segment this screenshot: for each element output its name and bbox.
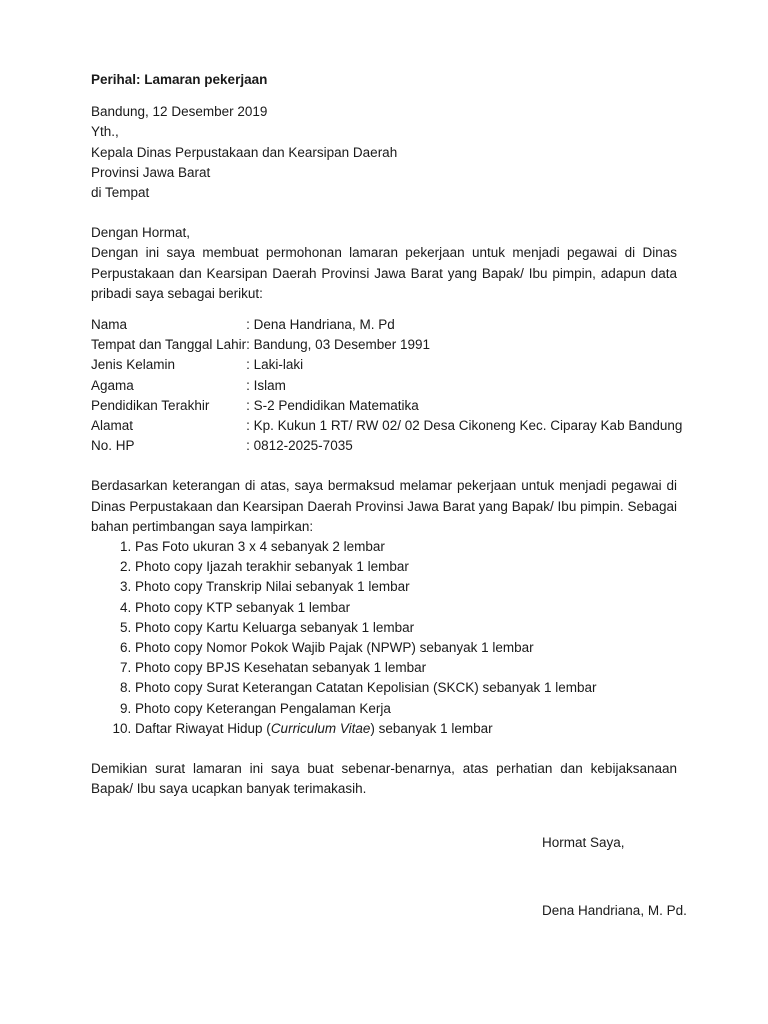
field-label: Alamat [91,418,134,434]
personal-data-table [91,315,682,456]
field-value: : Bandung, 03 Desember 1991 [246,337,431,353]
table-row [91,396,682,416]
greeting: Dengan Hormat, [91,225,191,241]
field-label: Nama [91,317,128,333]
list-item-text: Daftar Riwayat Hidup ( [135,720,271,736]
intro-paragraph: Dengan ini saya membuat permohonan lamaran pekerjaan untuk menjadi pegawai di Dinas Perpustakaan dan Kearsipan Daerah Provinsi Jawa Barat yang Bapak/ Ibu pimpin, adapun data pribadi saya sebagai berikut: [91,245,677,301]
list-item: 6. Photo copy Nomor Pokok Wajib Pajak (NPWP) sebanyak 1 lembar [135,638,677,658]
table-row [91,335,682,355]
recipient-line: Provinsi Jawa Barat [91,164,211,180]
list-item: 3. Photo copy Transkrip Nilai sebanyak 1 lembar [135,577,677,597]
body-paragraph: Berdasarkan keterangan di atas, saya bermaksud melamar pekerjaan untuk menjadi pegawai di Dinas Perpustakaan dan Kearsipan Daerah Provinsi Jawa Barat yang Bapak/ Ibu pimpin. Sebagai bahan pertimbangan saya lampirkan: [91,478,677,534]
table-row [91,355,682,375]
spacer [91,203,677,223]
field-value: : Kp. Kukun 1 RT/ RW 02/ 02 Desa Cikoneng Kec. Ciparay Kab Bandung [246,418,683,434]
list-item: 9. Photo copy Keterangan Pengalaman Kerja [135,699,677,719]
field-label: Tempat dan Tanggal Lahir [91,337,247,353]
field-value: : Laki-laki [246,357,304,373]
list-item: 5. Photo copy Kartu Keluarga sebanyak 1 lembar [135,618,677,638]
letter-subject: Perihal: Lamaran pekerjaan [91,72,268,87]
field-value: : 0812-2025-7035 [246,438,353,454]
table-row [91,416,682,436]
spacer [91,456,677,476]
list-item: 7. Photo copy BPJS Kesehatan sebanyak 1 lembar [135,658,677,678]
spacer [91,739,677,759]
list-item: 4. Photo copy KTP sebanyak 1 lembar [135,598,677,618]
table-row [91,315,682,335]
field-value: : S-2 Pendidikan Matematika [246,397,419,413]
list-item-text: ) sebanyak 1 lembar [370,720,493,736]
list-item: 2. Photo copy Ijazah terakhir sebanyak 1 lembar [135,557,677,577]
list-item: 1. Pas Foto ukuran 3 x 4 sebanyak 2 lembar [135,537,677,557]
field-label: No. HP [91,438,135,454]
closing-paragraph: Demikian surat lamaran ini saya buat sebenar-benarnya, atas perhatian dan kebijaksanaan Bapak/ Ibu saya ucapkan banyak terimakasih. [91,761,677,797]
recipient-line: di Tempat [91,185,150,201]
sign-off: Hormat Saya, [542,835,625,850]
field-value: : Dena Handriana, M. Pd [246,317,395,333]
list-item-italic-text: Curriculum Vitae [270,720,371,736]
field-label: Jenis Kelamin [91,357,176,373]
letter-content [91,70,683,800]
place-date: Bandung, 12 Desember 2019 [91,104,268,120]
field-label: Agama [91,377,134,393]
field-value: : Islam [246,377,286,393]
table-row [91,376,682,396]
table-row [91,436,682,456]
list-item: 8. Photo copy Surat Keterangan Catatan Kepolisian (SKCK) sebanyak 1 lembar [135,678,677,698]
list-item [135,719,677,739]
attachment-list [91,537,677,739]
field-label: Pendidikan Terakhir [91,397,210,413]
salutation-prefix: Yth., [91,124,119,140]
recipient-line: Kepala Dinas Perpustakaan dan Kearsipan Daerah [91,144,398,160]
signer-name: Dena Handriana, M. Pd. [542,903,687,918]
